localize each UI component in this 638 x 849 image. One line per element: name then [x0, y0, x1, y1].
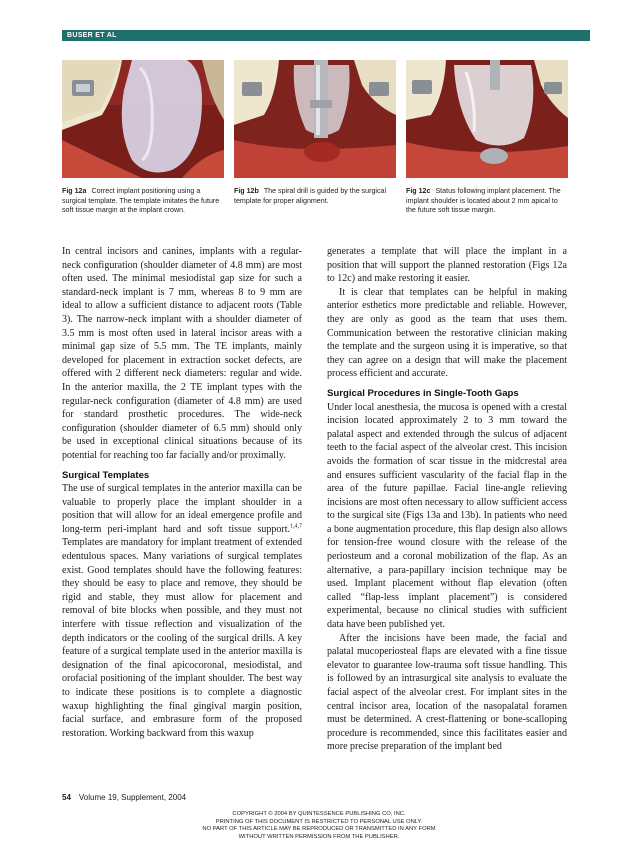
copyright-notice: COPYRIGHT © 2004 BY QUINTESSENCE PUBLISHING CO, INC. PRINTING OF THIS DOCUMENT IS RESTRICTED TO PERSONAL USE ONLY. NO PART OF THIS ARTICLE MAY BE REPRODUCED OR TRANSMITTED IN ANY FORM WITHOUT WRITTEN PERMISSION FROM THE PUBLISHER.: [202, 811, 436, 840]
running-header-bar: [62, 30, 590, 41]
section-heading: Surgical Templates: [62, 469, 150, 481]
fig-12a-caption: Fig 12a Correct implant positioning using a surgical template. The template imitates the future soft tissue margin at the implant crown.: [62, 187, 220, 215]
figure-row: [62, 60, 590, 180]
paragraph: The use of surgical templates in the anterior maxilla can be valuable to properly place the implant shoulder in a position that will allow for an ideal emergence profile and long-term peri-implant hard and soft tissue support.$^{1,4,7}$ Templates are mandatory for implant treatment of extended edentulous spaces. Many variations of surgical templates exist. Good templates should have the following features: they should be easy to place and remove, they should be rigid and stable, they must allow for placement and removal of bite blocks when possible, and they must not interfere with tissue reflection and visualization of the depth indicators or the cooling of the surgical drills. A key feature of a surgical template used in the anterior maxilla is designation of the final apicocoronal, mesiodistal, and orofacial positioning of the implant shoulder. The best way to indicate these positions is to complete a diagnostic waxup highlighting the final gingival margin position, facial surface, and embrasure form of the proposed restoration. Working backward from this waxup: [62, 483, 302, 739]
fig-12a-photo: [62, 60, 224, 178]
right-column: [327, 245, 567, 754]
fig-12c-caption: Fig 12c Status following implant placement. The implant shoulder is located about 2 mm apical to the future soft tissue margin.: [406, 187, 561, 215]
paragraph: generates a template that will place the implant in a position that will support the planned restoration (Figs 12a to 12c) and make restoring it easier.: [327, 246, 567, 285]
paragraph: In central incisors and canines, implants with a regular-neck configuration (shoulder diameter of 4.8 mm) are most often used. The minimal mesiodistal gap size for such a standard-neck implant is 7 mm, whereas 8 to 9 mm are ideal to allow a sufficient distance to adjacent roots (Table 3). The narrow-neck implant with a shoulder diameter of 3.5 mm is most often used in lateral incisor areas with a minimal gap size of 5.5 mm. The TE implants, mainly developed for placement in extraction socket defects, are offered with 2 different neck diameters: regular and wide. In the anterior maxilla, the 2 TE implant types with the regular-neck configuration (diameter of 4.8 mm) are used for standard prosthetic procedures. The wide-neck configuration (shoulder diameter of 6.5 mm) should only be used in exceptional clinical situations because of its potential for reaching too far facially and/or proximally.: [62, 246, 302, 461]
paragraph: Under local anesthesia, the mucosa is opened with a crestal incision located approximately 2 to 3 mm toward the palatal aspect and extended through the sulcus of adjacent teeth to the facial aspect of the alveolar crest. This incision avoids the formation of scar tissue in the midcrestal area and ensures sufficient vascularity of the facial flap in the area of the future papillae. Facial line-angle relieving incisions are most often necessary to allow sufficient access to the surgical site (Figs 13a and 13b). In patients who need a bone augmentation procedure, this flap design also allows for tension-free wound closure with the release of the periosteum and a coronal mobilization of the flap. As an alternative, a para-papillary incision technique may be used. Implant placement without flap elevation (often called “flap-less implant placement”) is considered experimental, because no clinical studies with sufficient data have been published yet.: [327, 401, 567, 631]
page-footer: [62, 793, 186, 802]
citation: 1,4,7: [290, 523, 302, 530]
fig-12c-photo: [406, 60, 568, 178]
fig-12b-photo: [234, 60, 396, 178]
journal-issue: Volume 19, Supplement, 2004: [78, 793, 187, 802]
page-number: 54: [62, 793, 71, 802]
paragraph: It is clear that templates can be helpful in making anterior esthetics more predictable and reliable. However, they are only as good as the team that uses them. Communication between the restorative clinician making the template and the surgeon using it is imperative, so that they can agree on a design that will make the placement process efficient and accurate.: [327, 286, 567, 380]
section-heading: Surgical Procedures in Single-Tooth Gaps: [327, 387, 519, 399]
running-header: BUSER ET AL: [67, 32, 117, 39]
left-column: [62, 245, 302, 740]
fig-12b-caption: Fig 12b The spiral drill is guided by the surgical template for proper alignment.: [234, 187, 387, 205]
paragraph: After the incisions have been made, the facial and palatal mucoperiosteal flaps are elevated with a fine tissue elevator to guarantee low-trauma soft tissue handling. This is followed by an intrasurgical site analysis to evaluate the facial aspect of the alveolar crest. For implant sites in the central incisor area, location of the nasopalatal foramen must be determined. A crest-flattening or bone-scalloping procedure is recommended, since this facilitates easier and more precise preparation of the implant bed: [327, 632, 567, 753]
